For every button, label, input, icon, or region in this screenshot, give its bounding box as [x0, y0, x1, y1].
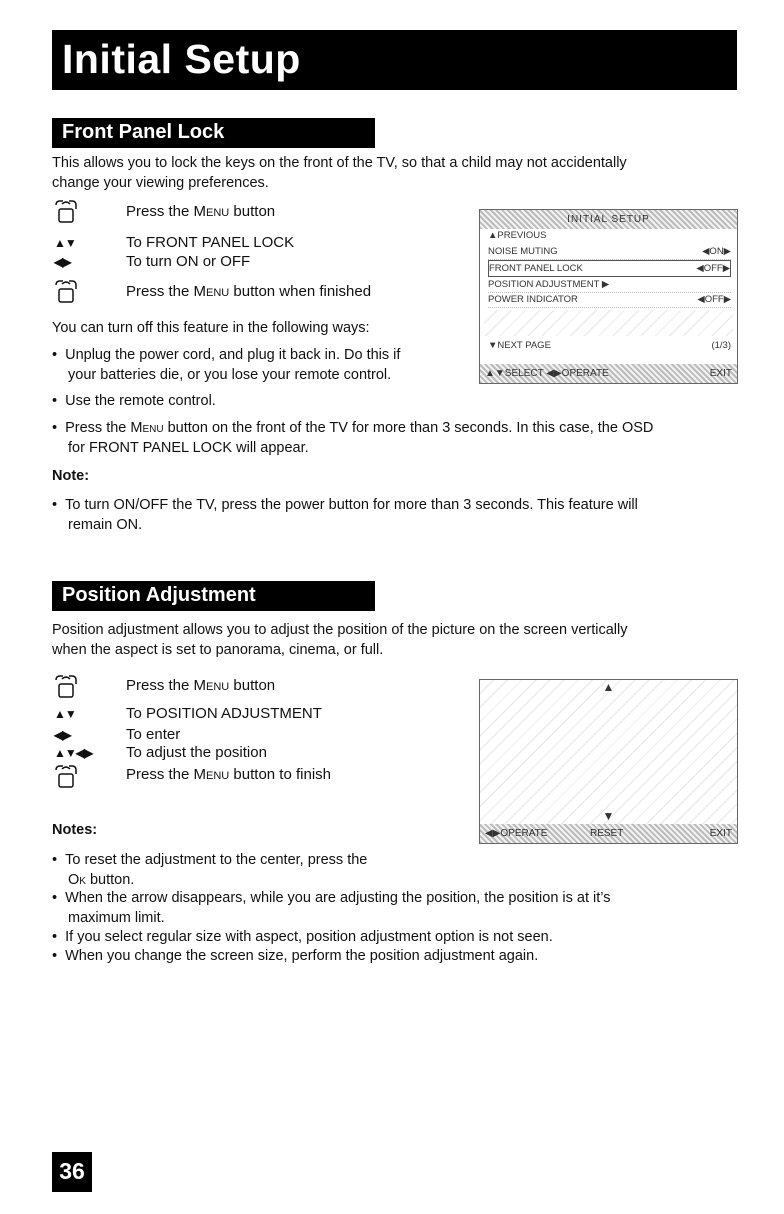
pa-step-2: To POSITION ADJUSTMENT — [126, 705, 322, 722]
front-panel-lock-intro — [52, 153, 742, 193]
four-way-arrows-icon: ▲▼◀▶ — [54, 746, 93, 760]
osd-header-bar — [480, 210, 737, 229]
fpl-note-heading: Note: — [52, 468, 90, 484]
osd-footer-bar — [480, 364, 737, 383]
osd-footer-left: ▲▼SELECT ◀▶OPERATE — [485, 368, 609, 379]
intro-line: This allows you to lock the keys on the front of the TV, so that a child may not accidentally — [52, 155, 627, 171]
fpl-step-2: To FRONT PANEL LOCK — [126, 234, 295, 251]
osd-footer-operate: ◀▶OPERATE — [485, 828, 548, 839]
intro-line: Position adjustment allows you to adjust the position of the picture on the screen vertically — [52, 622, 628, 638]
page-title: Initial Setup — [62, 36, 301, 82]
fpl-step-3: To turn ON or OFF — [126, 253, 251, 270]
osd-footer-exit: EXIT — [709, 368, 732, 379]
pa-note-2: • When the arrow disappears, while you are adjusting the position, the position is at it’s maximum limit. — [52, 890, 611, 926]
osd-row: POWER INDICATOR ◀OFF▶ — [488, 292, 731, 308]
osd-header: INITIAL SETUP — [567, 214, 650, 225]
pa-step-4: To adjust the position — [126, 744, 267, 761]
osd-footer-exit: EXIT — [709, 828, 732, 839]
fpl-bullet-2: • Use the remote control. — [52, 393, 216, 409]
up-down-arrows-icon: ▲▼ — [54, 236, 76, 250]
position-adjustment-heading: Position Adjustment — [62, 584, 256, 606]
intro-line: when the aspect is set to panorama, cinema, or full. — [52, 642, 384, 658]
osd-row-selected: FRONT PANEL LOCK ◀OFF▶ — [488, 260, 731, 277]
pa-note-3: • If you select regular size with aspect, position adjustment option is not seen. — [52, 929, 553, 945]
osd-up-arrow-icon: ▲ — [602, 680, 615, 694]
menu-remote-icon — [53, 764, 79, 788]
osd-down-arrow-icon: ▼ — [602, 809, 615, 823]
osd-next-page: ▼NEXT PAGE — [488, 340, 551, 351]
fpl-bullet-1: • Unplug the power cord, and plug it back in. Do this if your batteries die, or you lose your remote control. — [52, 347, 401, 383]
initial-setup-osd — [479, 209, 738, 384]
page-number: 36 — [59, 1158, 85, 1184]
pa-note-4: • When you change the screen size, perform the position adjustment again. — [52, 948, 539, 964]
page-number-box — [52, 1152, 92, 1192]
menu-remote-icon — [53, 674, 79, 698]
pa-step-1: Press the Menu button — [126, 677, 276, 694]
pa-step-3: To enter — [126, 726, 181, 743]
up-down-arrows-icon: ▲▼ — [54, 707, 76, 721]
pa-notes-heading: Notes: — [52, 822, 98, 838]
ways-intro: You can turn off this feature in the following ways: — [52, 320, 370, 336]
osd-footer-reset: RESET — [590, 828, 624, 839]
osd-footer-bar — [480, 824, 737, 843]
osd-row: NOISE MUTING ◀ON▶ — [488, 244, 731, 260]
position-adjustment-osd — [479, 679, 738, 844]
front-panel-lock-heading: Front Panel Lock — [62, 121, 225, 143]
fpl-step-1: Press the Menu button — [126, 203, 276, 220]
fpl-bullet-3: • Press the Menu button on the front of the TV for more than 3 seconds. In this case, the OSD for FRONT PANEL LOCK will appear. — [52, 420, 654, 456]
position-adjustment-heading-bar — [52, 581, 375, 611]
intro-line: change your viewing preferences. — [52, 175, 269, 191]
osd-row: POSITION ADJUSTMENT ▶ — [488, 277, 731, 293]
menu-remote-icon — [53, 199, 79, 223]
left-right-arrows-icon: ◀▶ — [54, 728, 71, 742]
left-right-arrows-icon: ◀▶ — [54, 255, 71, 269]
pa-step-5: Press the Menu button to finish — [126, 766, 331, 783]
position-adjustment-intro — [52, 620, 742, 660]
pa-note-1: • To reset the adjustment to the center, press the Ok button. — [52, 852, 368, 888]
osd-page-indicator: (1/3) — [711, 340, 731, 351]
front-panel-lock-heading-bar — [52, 118, 375, 148]
osd-previous: ▲PREVIOUS — [488, 230, 547, 241]
osd-empty-area — [484, 310, 733, 336]
fpl-note-1: • To turn ON/OFF the TV, press the power button for more than 3 seconds. This feature will remain ON. — [52, 497, 638, 533]
menu-remote-icon — [53, 279, 79, 303]
fpl-step-4: Press the Menu button when finished — [126, 283, 372, 300]
page-title-bar — [52, 30, 737, 90]
